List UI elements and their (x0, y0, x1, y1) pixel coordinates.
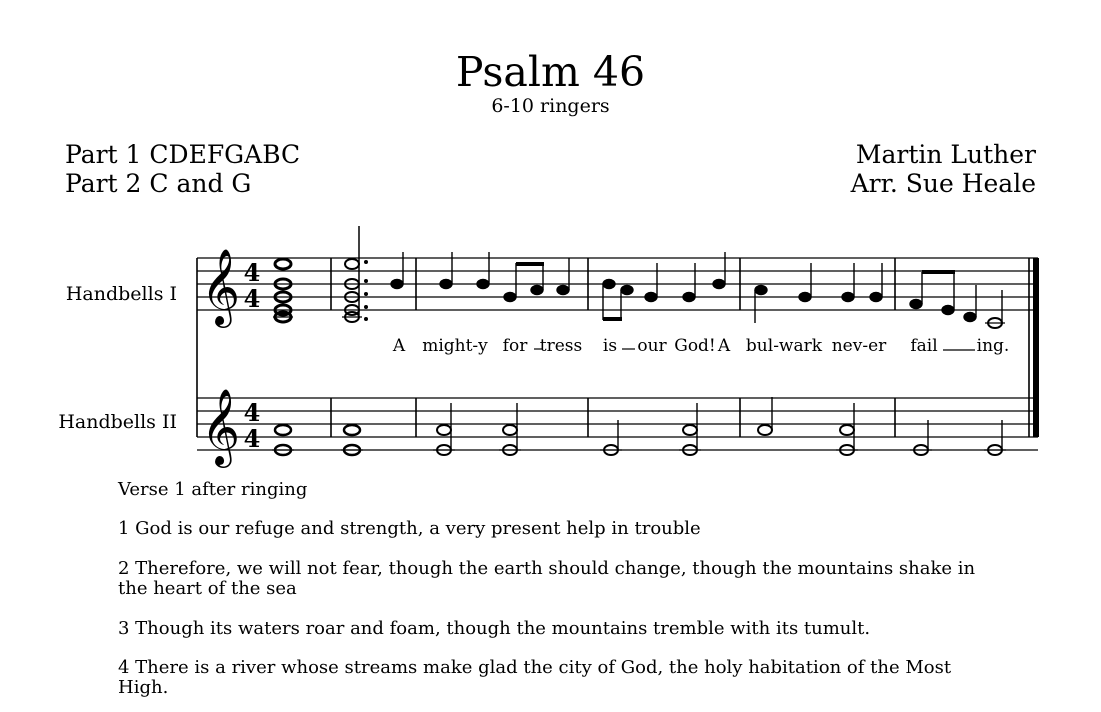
verse-3: 3 Though its waters roar and foam, though the mountains tremble with its tumult. (118, 618, 871, 639)
melody-half-note (985, 290, 1005, 328)
lyric: is (602, 336, 618, 356)
verse-1: 1 God is our refuge and strength, a very present help in trouble (118, 518, 701, 539)
lyric: fail (910, 336, 938, 356)
chord (273, 259, 293, 322)
verse-4: 4 There is a river whose streams make glad the city of God, the holy habitation of the Most High. (118, 657, 952, 698)
lyric: for (502, 336, 528, 356)
lyric: nev-er (831, 336, 887, 356)
treble-clef-icon: 𝄞 (201, 248, 241, 325)
lyric: tress (539, 336, 583, 356)
melody-notes (391, 252, 976, 323)
bass-half-notes (433, 397, 1006, 455)
time-signature-bottom: 4 (243, 284, 261, 313)
page-title: Psalm 46 (455, 48, 646, 96)
lyric: ing. (976, 336, 1010, 356)
staff-1-name: Handbells I (65, 283, 177, 305)
lyric: might-y (422, 336, 488, 356)
part-1-bells: Part 1 CDEFGABC (65, 140, 301, 169)
lyric: A (392, 336, 406, 356)
part-2-bells: Part 2 C and G (65, 169, 252, 198)
lyric: our (637, 336, 667, 356)
lyric: A (717, 336, 731, 356)
final-barline (1033, 258, 1039, 437)
lyric: bul-wark (745, 336, 823, 356)
staff-2-name: Handbells II (58, 411, 177, 433)
arranger: Arr. Sue Heale (850, 169, 1036, 198)
verse-heading: Verse 1 after ringing (118, 479, 308, 500)
chord (342, 226, 368, 322)
treble-clef-icon: 𝄞 (201, 388, 241, 465)
time-signature-top: 4 (243, 258, 261, 287)
time-signature-top: 4 (243, 398, 261, 427)
subtitle: 6-10 ringers (491, 95, 610, 117)
verse-2: 2 Therefore, we will not fear, though the earth should change, though the mountains shake in the heart of the sea (118, 558, 976, 599)
time-signature-bottom: 4 (243, 424, 261, 453)
composer: Martin Luther (855, 140, 1036, 169)
lyric: God! (674, 336, 716, 356)
